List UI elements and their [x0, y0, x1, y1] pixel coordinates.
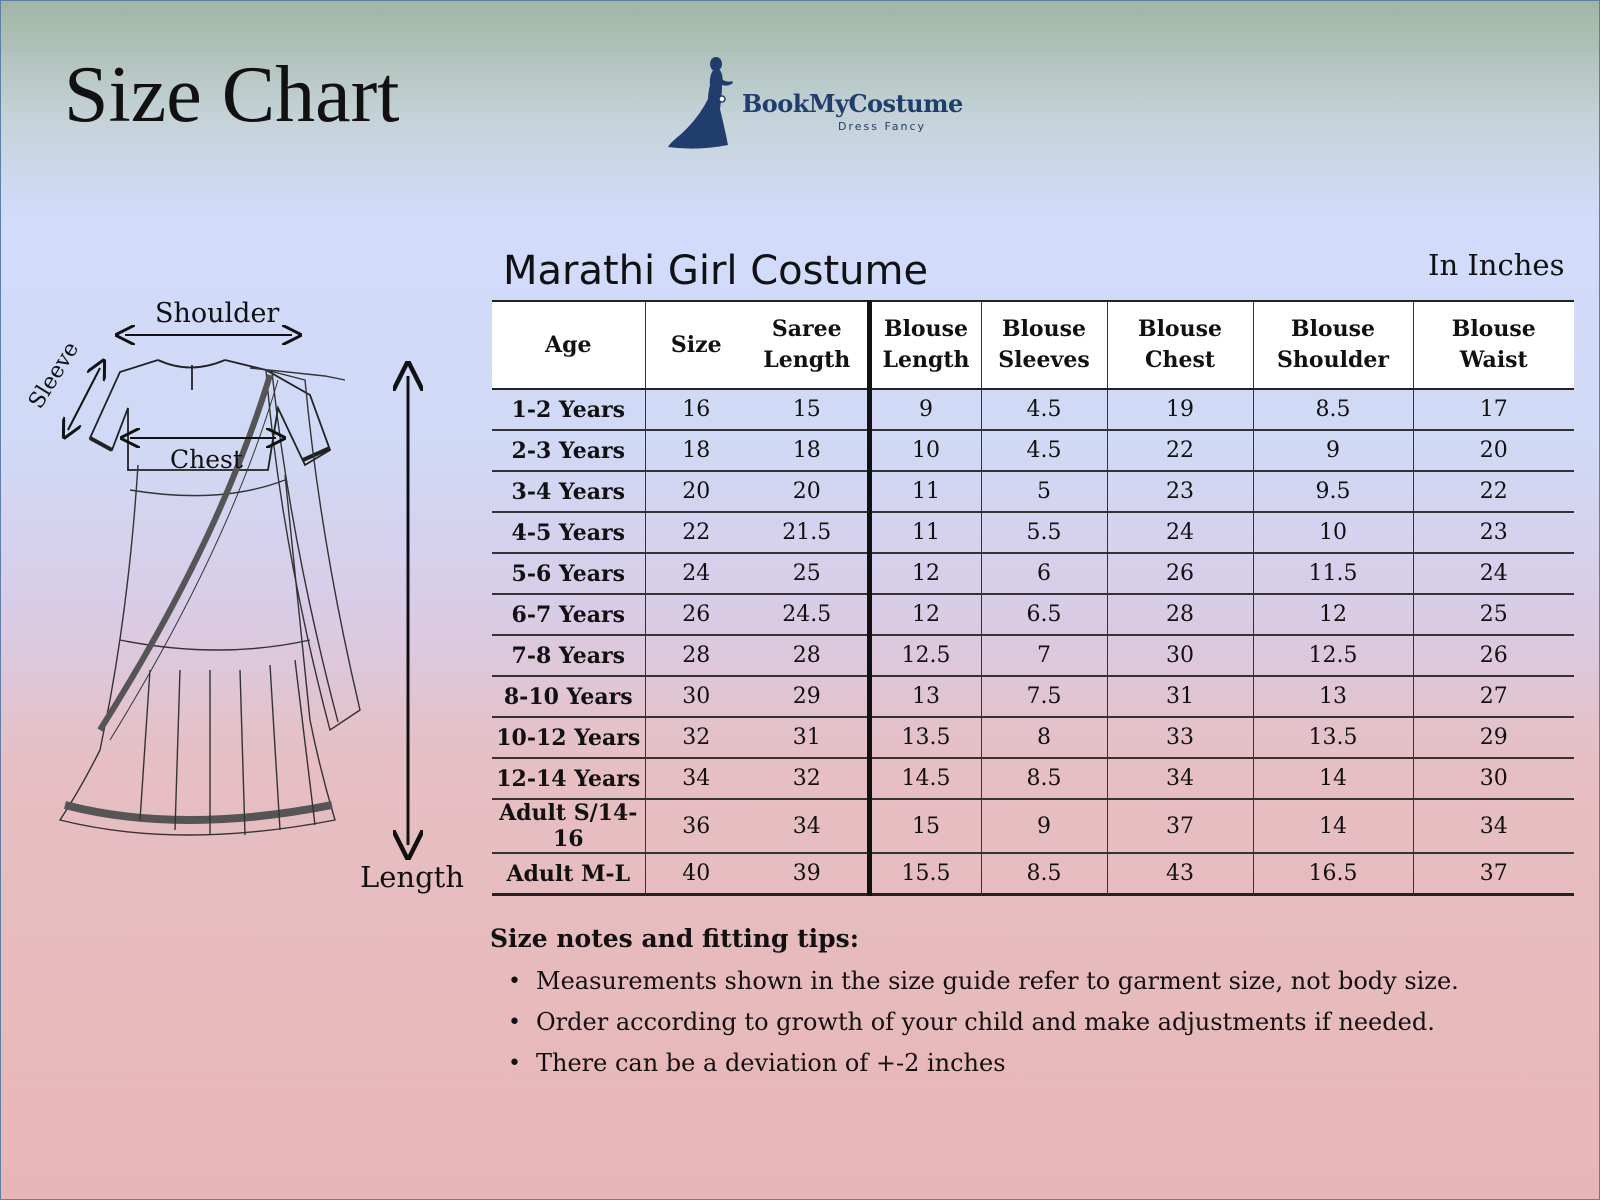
table-cell: 22 — [645, 512, 747, 553]
note-item: • There can be a deviation of +-2 inches — [490, 1043, 1459, 1084]
table-cell: 4.5 — [981, 430, 1107, 471]
table-cell: 40 — [645, 853, 747, 895]
table-cell: 14 — [1253, 758, 1413, 799]
table-cell: 26 — [1107, 553, 1253, 594]
table-cell: 23 — [1413, 512, 1574, 553]
table-cell: 16.5 — [1253, 853, 1413, 895]
table-cell: 30 — [1413, 758, 1574, 799]
size-notes — [490, 924, 1459, 1084]
table-cell: 25 — [1413, 594, 1574, 635]
table-cell: 32 — [747, 758, 869, 799]
age-cell: 4-5 Years — [492, 512, 645, 553]
table-cell: 17 — [1413, 389, 1574, 430]
table-body — [492, 389, 1574, 895]
table-cell: 22 — [1413, 471, 1574, 512]
table-cell: 6.5 — [981, 594, 1107, 635]
table-cell: 22 — [1107, 430, 1253, 471]
table-cell: 43 — [1107, 853, 1253, 895]
chest-label: Chest — [170, 445, 243, 474]
table-cell: 14.5 — [869, 758, 981, 799]
table-header-row — [492, 301, 1574, 389]
table-cell: 16 — [645, 389, 747, 430]
table-row — [492, 594, 1574, 635]
brand-logo[interactable] — [668, 55, 963, 150]
saree-drawing — [20, 290, 470, 910]
table-cell: 9.5 — [1253, 471, 1413, 512]
table-cell: 15 — [747, 389, 869, 430]
table-cell: 20 — [747, 471, 869, 512]
col-header-blouse-shoulder: Blouse Shoulder — [1253, 301, 1413, 389]
shoulder-label: Shoulder — [155, 298, 280, 329]
table-cell: 8.5 — [981, 853, 1107, 895]
note-item: • Order according to growth of your child and make adjustments if needed. — [490, 1002, 1459, 1043]
table-cell: 13 — [869, 676, 981, 717]
logo-wordmark: BookMyCostume — [742, 89, 963, 118]
table-cell: 14 — [1253, 799, 1413, 853]
col-header-blouse-chest: Blouse Chest — [1107, 301, 1253, 389]
table-cell: 37 — [1413, 853, 1574, 895]
table-cell: 13 — [1253, 676, 1413, 717]
table-cell: 11 — [869, 512, 981, 553]
table-cell: 15 — [869, 799, 981, 853]
table-cell: 31 — [1107, 676, 1253, 717]
table-cell: 19 — [1107, 389, 1253, 430]
table-row — [492, 553, 1574, 594]
table-cell: 8.5 — [981, 758, 1107, 799]
table-cell: 18 — [747, 430, 869, 471]
age-cell: Adult S/14-16 — [492, 799, 645, 853]
table-cell: 31 — [747, 717, 869, 758]
table-cell: 7 — [981, 635, 1107, 676]
notes-list — [490, 961, 1459, 1084]
age-cell: 7-8 Years — [492, 635, 645, 676]
length-label: Length — [360, 860, 464, 894]
logo-tagline: Dress Fancy — [838, 120, 927, 133]
age-cell: 8-10 Years — [492, 676, 645, 717]
table-row — [492, 758, 1574, 799]
table-title: Marathi Girl Costume — [503, 248, 929, 294]
table-cell: 29 — [1413, 717, 1574, 758]
table-row — [492, 430, 1574, 471]
table-cell: 12 — [1253, 594, 1413, 635]
age-cell: 3-4 Years — [492, 471, 645, 512]
notes-title: Size notes and fitting tips: — [490, 924, 859, 953]
table-cell: 34 — [747, 799, 869, 853]
table-cell: 29 — [747, 676, 869, 717]
table-row — [492, 389, 1574, 430]
age-cell: 6-7 Years — [492, 594, 645, 635]
age-cell: 5-6 Years — [492, 553, 645, 594]
age-cell: 1-2 Years — [492, 389, 645, 430]
table-cell: 9 — [869, 389, 981, 430]
col-header-blouse-sleeves: Blouse Sleeves — [981, 301, 1107, 389]
table-cell: 11.5 — [1253, 553, 1413, 594]
table-cell: 24 — [645, 553, 747, 594]
table-cell: 6 — [981, 553, 1107, 594]
table-cell: 34 — [1107, 758, 1253, 799]
table-cell: 12.5 — [869, 635, 981, 676]
table-row — [492, 471, 1574, 512]
table-cell: 15.5 — [869, 853, 981, 895]
sleeve-label: Sleeve — [24, 337, 85, 414]
table-cell: 25 — [747, 553, 869, 594]
table-cell: 9 — [1253, 430, 1413, 471]
table-cell: 30 — [1107, 635, 1253, 676]
table-cell: 7.5 — [981, 676, 1107, 717]
table-row — [492, 853, 1574, 895]
table-cell: 27 — [1413, 676, 1574, 717]
table-cell: 4.5 — [981, 389, 1107, 430]
table-cell: 28 — [747, 635, 869, 676]
table-cell: 8 — [981, 717, 1107, 758]
col-header-size: Size — [645, 301, 747, 389]
table-cell: 24 — [1107, 512, 1253, 553]
saree-illustration — [20, 290, 470, 910]
table-cell: 12.5 — [1253, 635, 1413, 676]
table-cell: 12 — [869, 553, 981, 594]
col-header-blouse-length: Blouse Length — [869, 301, 981, 389]
table-cell: 13.5 — [869, 717, 981, 758]
table-cell: 34 — [645, 758, 747, 799]
page-title: Size Chart — [64, 51, 400, 139]
age-cell: 2-3 Years — [492, 430, 645, 471]
note-item: • Measurements shown in the size guide refer to garment size, not body size. — [490, 961, 1459, 1002]
table-cell: 11 — [869, 471, 981, 512]
table-cell: 32 — [645, 717, 747, 758]
table-cell: 30 — [645, 676, 747, 717]
table-cell: 21.5 — [747, 512, 869, 553]
table-row — [492, 676, 1574, 717]
table-row — [492, 717, 1574, 758]
table-cell: 26 — [645, 594, 747, 635]
age-cell: 10-12 Years — [492, 717, 645, 758]
table-row — [492, 512, 1574, 553]
table-cell: 28 — [1107, 594, 1253, 635]
table-cell: 23 — [1107, 471, 1253, 512]
age-cell: 12-14 Years — [492, 758, 645, 799]
unit-label: In Inches — [1428, 248, 1565, 282]
table-cell: 20 — [1413, 430, 1574, 471]
sleeve-arrow — [68, 368, 100, 430]
table-cell: 12 — [869, 594, 981, 635]
col-header-blouse-waist: Blouse Waist — [1413, 301, 1574, 389]
table-cell: 24.5 — [747, 594, 869, 635]
table-cell: 8.5 — [1253, 389, 1413, 430]
table-cell: 26 — [1413, 635, 1574, 676]
table-cell: 5.5 — [981, 512, 1107, 553]
table-cell: 5 — [981, 471, 1107, 512]
table-cell: 10 — [1253, 512, 1413, 553]
table-cell: 20 — [645, 471, 747, 512]
table-cell: 13.5 — [1253, 717, 1413, 758]
table-cell: 34 — [1413, 799, 1574, 853]
age-cell: Adult M-L — [492, 853, 645, 895]
table-cell: 28 — [645, 635, 747, 676]
table-cell: 9 — [981, 799, 1107, 853]
size-table — [492, 300, 1574, 896]
table-cell: 18 — [645, 430, 747, 471]
col-header-saree-length: Saree Length — [747, 301, 869, 389]
table-row — [492, 799, 1574, 853]
table-cell: 24 — [1413, 553, 1574, 594]
table-cell: 33 — [1107, 717, 1253, 758]
col-header-age: Age — [492, 301, 645, 389]
table-row — [492, 635, 1574, 676]
table-cell: 37 — [1107, 799, 1253, 853]
table-cell: 39 — [747, 853, 869, 895]
table-cell: 10 — [869, 430, 981, 471]
table-cell: 36 — [645, 799, 747, 853]
